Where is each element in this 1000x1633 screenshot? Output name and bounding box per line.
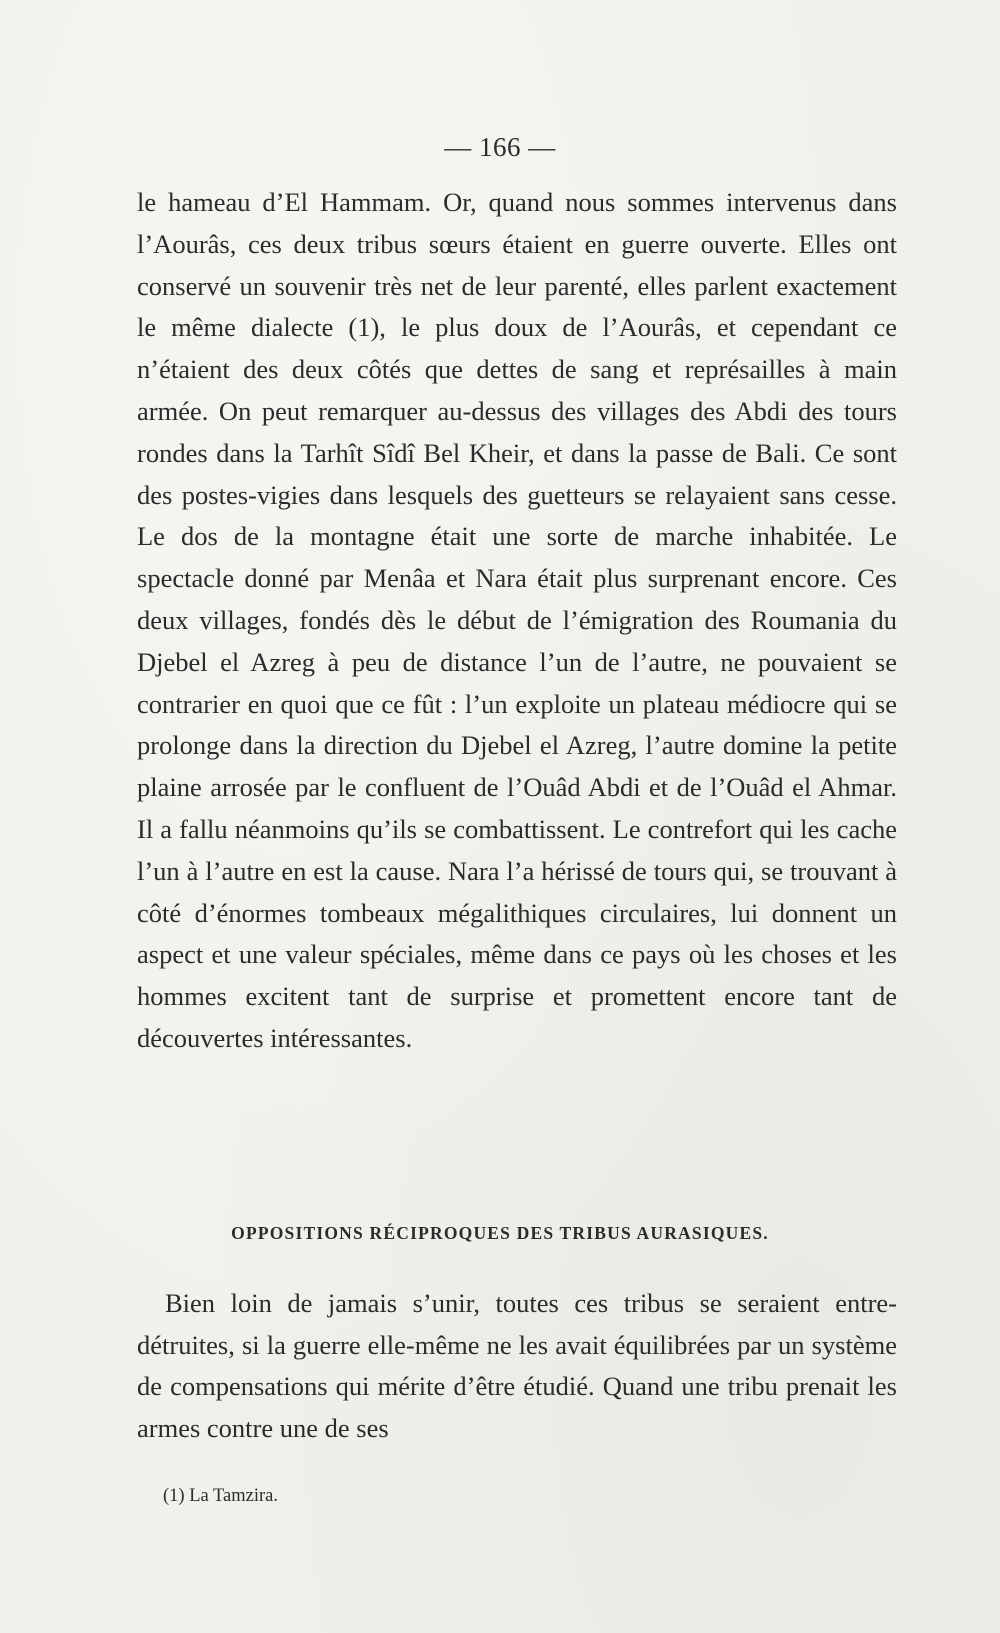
footnote: (1) La Tamzira. [163,1486,278,1506]
section-heading: OPPOSITIONS RÉCIPROQUES DES TRIBUS AURASIQUES. [231,1223,769,1243]
page-number: — 166 — [444,132,556,162]
body-paragraph-1: le hameau d’El Hammam. Or, quand nous sommes intervenus dans l’Aourâs, ces deux tribus sœurs étaient en guerre ouverte. Elles ont conservé un souvenir très net de leur parenté, elles parlent exactement le même dialecte (1), le plus doux de l’Aourâs, et cependant ce n’étaient des deux côtés que dettes de sang et représailles à main armée. On peut remarquer au-dessus des villages des Abdi des tours rondes dans la Tarhît Sîdî Bel Kheir, et dans la passe de Bali. Ce sont des postes-vigies dans lesquels des guetteurs se relayaient sans cesse. Le dos de la montagne était une sorte de marche inhabitée. Le spectacle donné par Menâa et Nara était plus surprenant encore. Ces deux villages, fondés dès le début de l’émigration des Roumania du Djebel el Azreg à peu de distance l’un de l’autre, ne pouvaient se contrarier en quoi que ce fût : l’un exploite un plateau médiocre qui se prolonge dans la direction du Djebel el Azreg, l’autre domine la petite plaine arrosée par le confluent de l’Ouâd Abdi et de l’Ouâd el Ahmar. Il a fallu néanmoins qu’ils se combattissent. Le contrefort qui les cache l’un à l’autre en est la cause. Nara l’a hérissé de tours qui, se trouvant à côté d’énormes tombeaux mégalithiques circulaires, lui donnent un aspect et une valeur spéciales, même dans ce pays où les choses et les hommes excitent tant de surprise et promettent encore tant de découvertes intéressantes. [137,187,897,1053]
body-paragraph-2: Bien loin de jamais s’unir, toutes ces tribus se seraient entre-détruites, si la guerre elle-même ne les avait équilibrées par un système de compensations qui mérite d’être étudié. Quand une tribu prenait les armes contre une de ses [137,1288,897,1443]
